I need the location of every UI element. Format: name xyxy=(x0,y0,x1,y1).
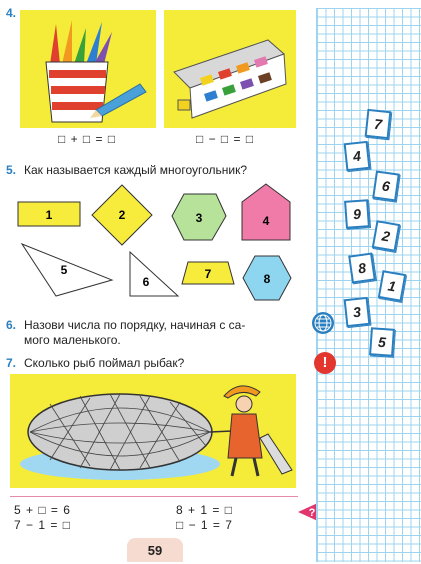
globe-icon xyxy=(312,312,334,334)
paint-box-illustration xyxy=(164,10,296,128)
grid-margin xyxy=(316,8,421,562)
task-6-line-2: мого маленького. xyxy=(24,333,121,347)
equation-1: 5 + □ = 6 xyxy=(14,503,71,517)
shape-pentagon xyxy=(242,184,290,240)
exclamation-icon: ! xyxy=(314,352,336,374)
fisherman-net-illustration xyxy=(10,374,296,488)
equation-3: 8 + 1 = □ xyxy=(176,503,233,517)
task-4-equation-left: □ + □ = □ xyxy=(58,132,117,146)
task-6-line-1: Назови числа по порядку, начиная с са- xyxy=(24,318,246,332)
number-card-1: 1 xyxy=(378,270,406,302)
shape-label-3: 3 xyxy=(195,211,203,225)
svg-text:?: ? xyxy=(308,507,316,519)
shape-triangle-right xyxy=(130,252,178,296)
shape-label-2: 2 xyxy=(118,208,126,222)
number-card-7: 7 xyxy=(365,109,392,139)
number-card-8: 8 xyxy=(348,252,376,283)
task-5-text: Как называется каждый многоугольник? xyxy=(24,163,248,177)
task-7-number: 7. xyxy=(6,356,17,370)
task-6-number: 6. xyxy=(6,318,17,332)
number-card-6: 6 xyxy=(372,170,400,201)
equation-4: □ − 1 = 7 xyxy=(176,518,233,532)
number-card-9: 9 xyxy=(344,199,370,229)
number-card-2: 2 xyxy=(372,220,400,252)
task-4-number: 4. xyxy=(6,6,17,20)
page-number: 59 xyxy=(127,538,183,562)
pencils-picture xyxy=(20,10,156,128)
number-card-4: 4 xyxy=(344,141,371,171)
shape-label-1: 1 xyxy=(45,208,53,222)
pencil-cup-illustration xyxy=(20,10,156,128)
shape-label-7: 7 xyxy=(204,267,212,281)
equation-2: 7 − 1 = □ xyxy=(14,518,71,532)
polygons-figure xyxy=(0,180,310,305)
shape-label-4: 4 xyxy=(262,214,270,228)
shape-label-8: 8 xyxy=(263,272,271,286)
number-card-3: 3 xyxy=(344,297,371,327)
shape-label-5: 5 xyxy=(60,263,68,277)
task-4-equation-right: □ − □ = □ xyxy=(196,132,255,146)
fisherman-picture xyxy=(10,374,296,488)
shape-label-6: 6 xyxy=(142,275,150,289)
number-card-5: 5 xyxy=(369,327,395,357)
task-5-number: 5. xyxy=(6,163,17,177)
task-7-text: Сколько рыб поймал рыбак? xyxy=(24,356,185,370)
divider-line xyxy=(10,496,298,497)
paints-picture xyxy=(164,10,296,128)
